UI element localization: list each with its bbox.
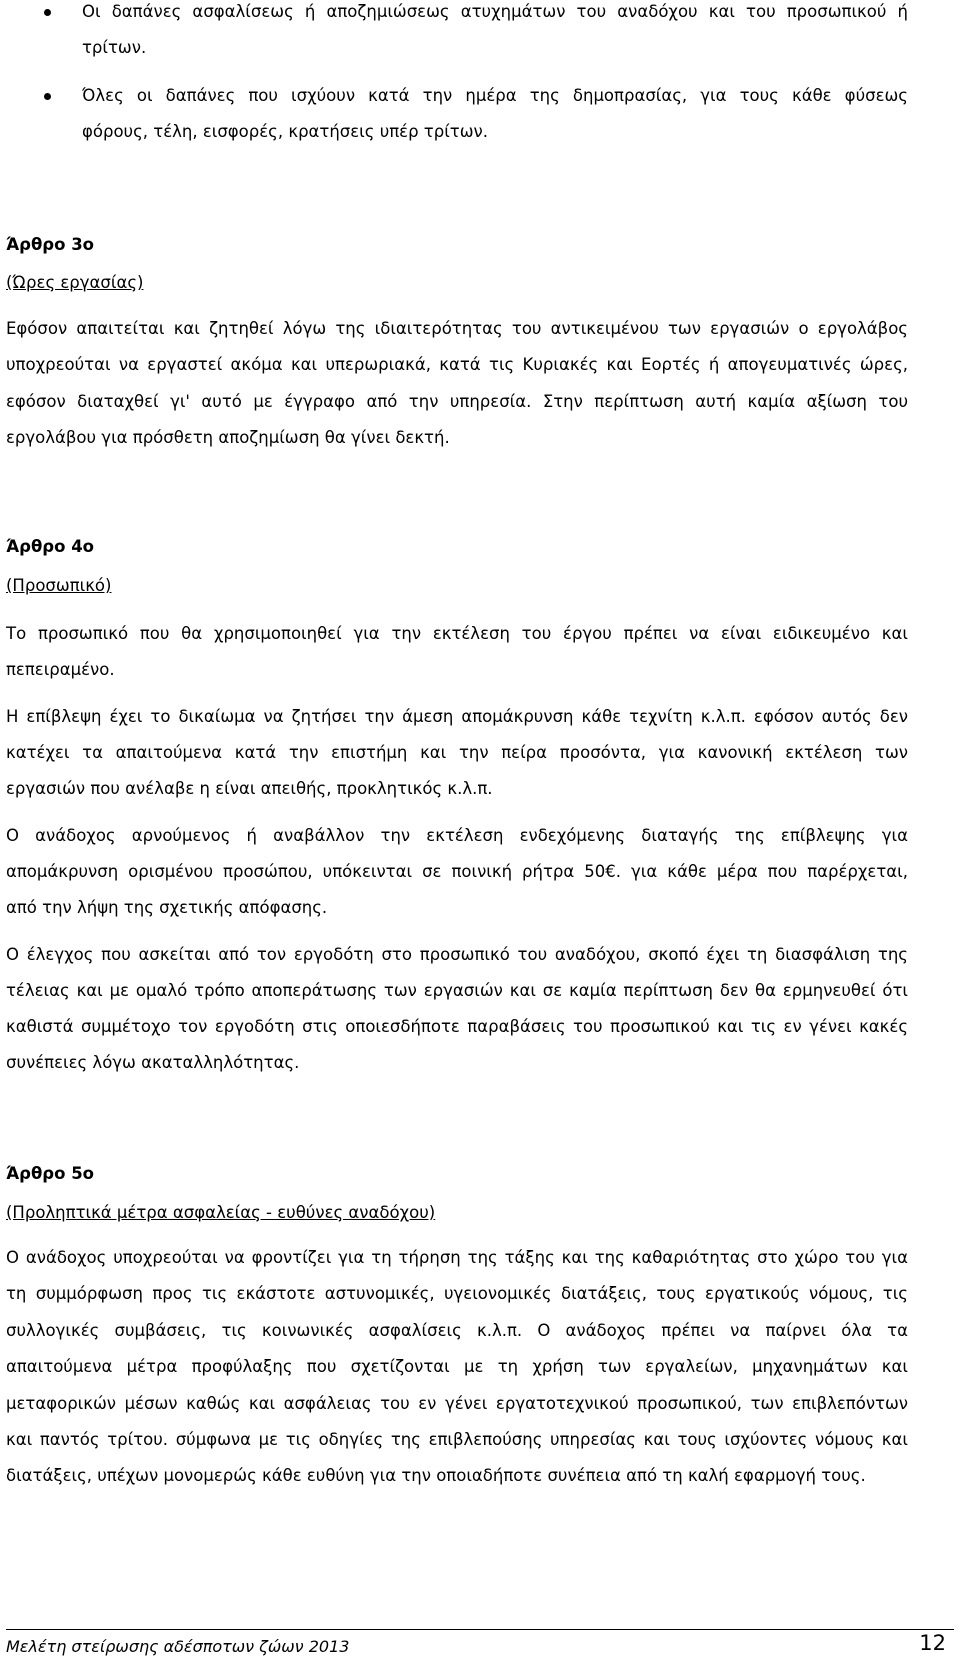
article-3-line-1: Εφόσον απαιτείται και ζητηθεί λόγω της ιδιαιτερότητας του αντικειμένου των εργασιών ο εργολάβος (6, 319, 908, 338)
article-4-p2-line-2: κατέχει τα απαιτούμενα κατά την επιστήμη και την πείρα προσόντα, για κανονική εκτέλεση των (6, 743, 908, 762)
article-3-line-2: υποχρεούται να εργαστεί ακόμα και υπερωριακά, κατά τις Κυριακές και Εορτές ή απογευματινές ώρες, (6, 355, 908, 374)
article-5-line-4: απαιτούμενα μέτρα προφύλαξης που σχετίζονται με τη χρήση των εργαλείων, μηχανημάτων και (6, 1357, 908, 1376)
page-number: 12 (919, 1631, 946, 1655)
bullet-1-line-2: τρίτων. (82, 38, 147, 57)
article-4-p3-line-2: απομάκρυνση ορισμένου προσώπου, υπόκεινται σε ποινική ρήτρα 50€. για κάθε μέρα που παρέρχεται, (6, 862, 908, 881)
article-4-p1-line-2: πεπειραμένο. (6, 660, 115, 679)
article-4-p4-line-4: συνέπειες λόγω ακαταλληλότητας. (6, 1053, 300, 1072)
bullet-2-line-2: φόρους, τέλη, εισφορές, κρατήσεις υπέρ τρίτων. (82, 122, 489, 141)
bullet-2-dot (44, 93, 51, 100)
article-4-p4-line-3: καθιστά συμμέτοχο τον εργοδότη στις οποιεσδήποτε παραβάσεις του προσωπικού και τις εν γένει κακές (6, 1017, 908, 1036)
article-4-p3-line-3: από την λήψη της σχετικής απόφασης. (6, 898, 328, 917)
article-4-p3-line-1: Ο ανάδοχος αρνούμενος ή αναβάλλον την εκτέλεση ενδεχόμενης διαταγής της επίβλεψης για (6, 826, 908, 845)
article-4-p4-line-1: Ο έλεγχος που ασκείται από τον εργοδότη στο προσωπικό του αναδόχου, σκοπό έχει τη διασφάλιση της (6, 945, 908, 964)
article-4-p4-line-2: τέλειας και με ομαλό τρόπο αποπεράτωσης των εργασιών και σε καμία περίπτωση δεν θα ερμηνευθεί ότι (6, 981, 908, 1000)
article-4-p1-line-1: Το προσωπικό που θα χρησιμοποιηθεί για την εκτέλεση του έργου πρέπει να είναι ειδικευμένο και (6, 624, 908, 643)
article-5-line-7: διατάξεις, υπέχων μονομερώς κάθε ευθύνη για την οποιαδήποτε συνέπεια από τη καλή εφαρμογή τους. (6, 1466, 866, 1485)
footer-rule (6, 1629, 954, 1630)
article-3-line-3: εφόσον διαταχθεί γι' αυτό με έγγραφο από την υπηρεσία. Στην περίπτωση αυτή καμία αξίωση του (6, 392, 908, 411)
article-4-p2-line-3: εργασιών που ανέλαβε η είναι απειθής, προκλητικός κ.λ.π. (6, 779, 493, 798)
article-3-title: Άρθρο 3ο (6, 235, 95, 254)
article-5-line-2: τη συμμόρφωση προς τις εκάστοτε αστυνομικές, υγειονομικές διατάξεις, τους εργατικούς νόμους, τις (6, 1284, 908, 1303)
article-5-line-1: Ο ανάδοχος υποχρεούται να φροντίζει για τη τήρηση της τάξης και της καθαριότητας στο χώρο του για (6, 1248, 908, 1267)
article-5-subtitle: (Προληπτικά μέτρα ασφαλείας - ευθύνες αναδόχου) (6, 1203, 436, 1222)
article-5-line-6: και παντός τρίτου. σύμφωνα με τις οδηγίες της επιβλεπούσης υπηρεσίας και τους ισχύοντες νόμους και (6, 1430, 908, 1449)
article-4-title: Άρθρο 4ο (6, 537, 95, 556)
footer-title: Μελέτη στείρωσης αδέσποτων ζώων 2013 (6, 1637, 350, 1656)
bullet-1-line-1: Οι δαπάνες ασφαλίσεως ή αποζημιώσεως ατυχημάτων του αναδόχου και του προσωπικού ή (82, 2, 908, 21)
bullet-2-line-1: Όλες οι δαπάνες που ισχύουν κατά την ημέρα της δημοπρασίας, για τους κάθε φύσεως (82, 86, 908, 105)
article-5-title: Άρθρο 5ο (6, 1164, 95, 1183)
article-5-line-3: συλλογικές συμβάσεις, τις κοινωνικές ασφαλίσεις κ.λ.π. Ο ανάδοχος πρέπει να παίρνει όλα τα (6, 1321, 908, 1340)
bullet-1-dot (44, 9, 51, 16)
article-4-p2-line-1: Η επίβλεψη έχει το δικαίωμα να ζητήσει την άμεση απομάκρυνση κάθε τεχνίτη κ.λ.π. εφόσον αυτός δεν (6, 707, 908, 726)
article-3-subtitle: (Ώρες εργασίας) (6, 273, 144, 292)
article-3-line-4: εργολάβου για πρόσθετη αποζημίωση θα γίνει δεκτή. (6, 428, 450, 447)
article-4-subtitle: (Προσωπικό) (6, 576, 112, 595)
article-5-line-5: μεταφορικών μέσων καθώς και ασφάλειας του εν γένει εργατοτεχνικού προσωπικού, των επιβλεπόντων (6, 1394, 908, 1413)
